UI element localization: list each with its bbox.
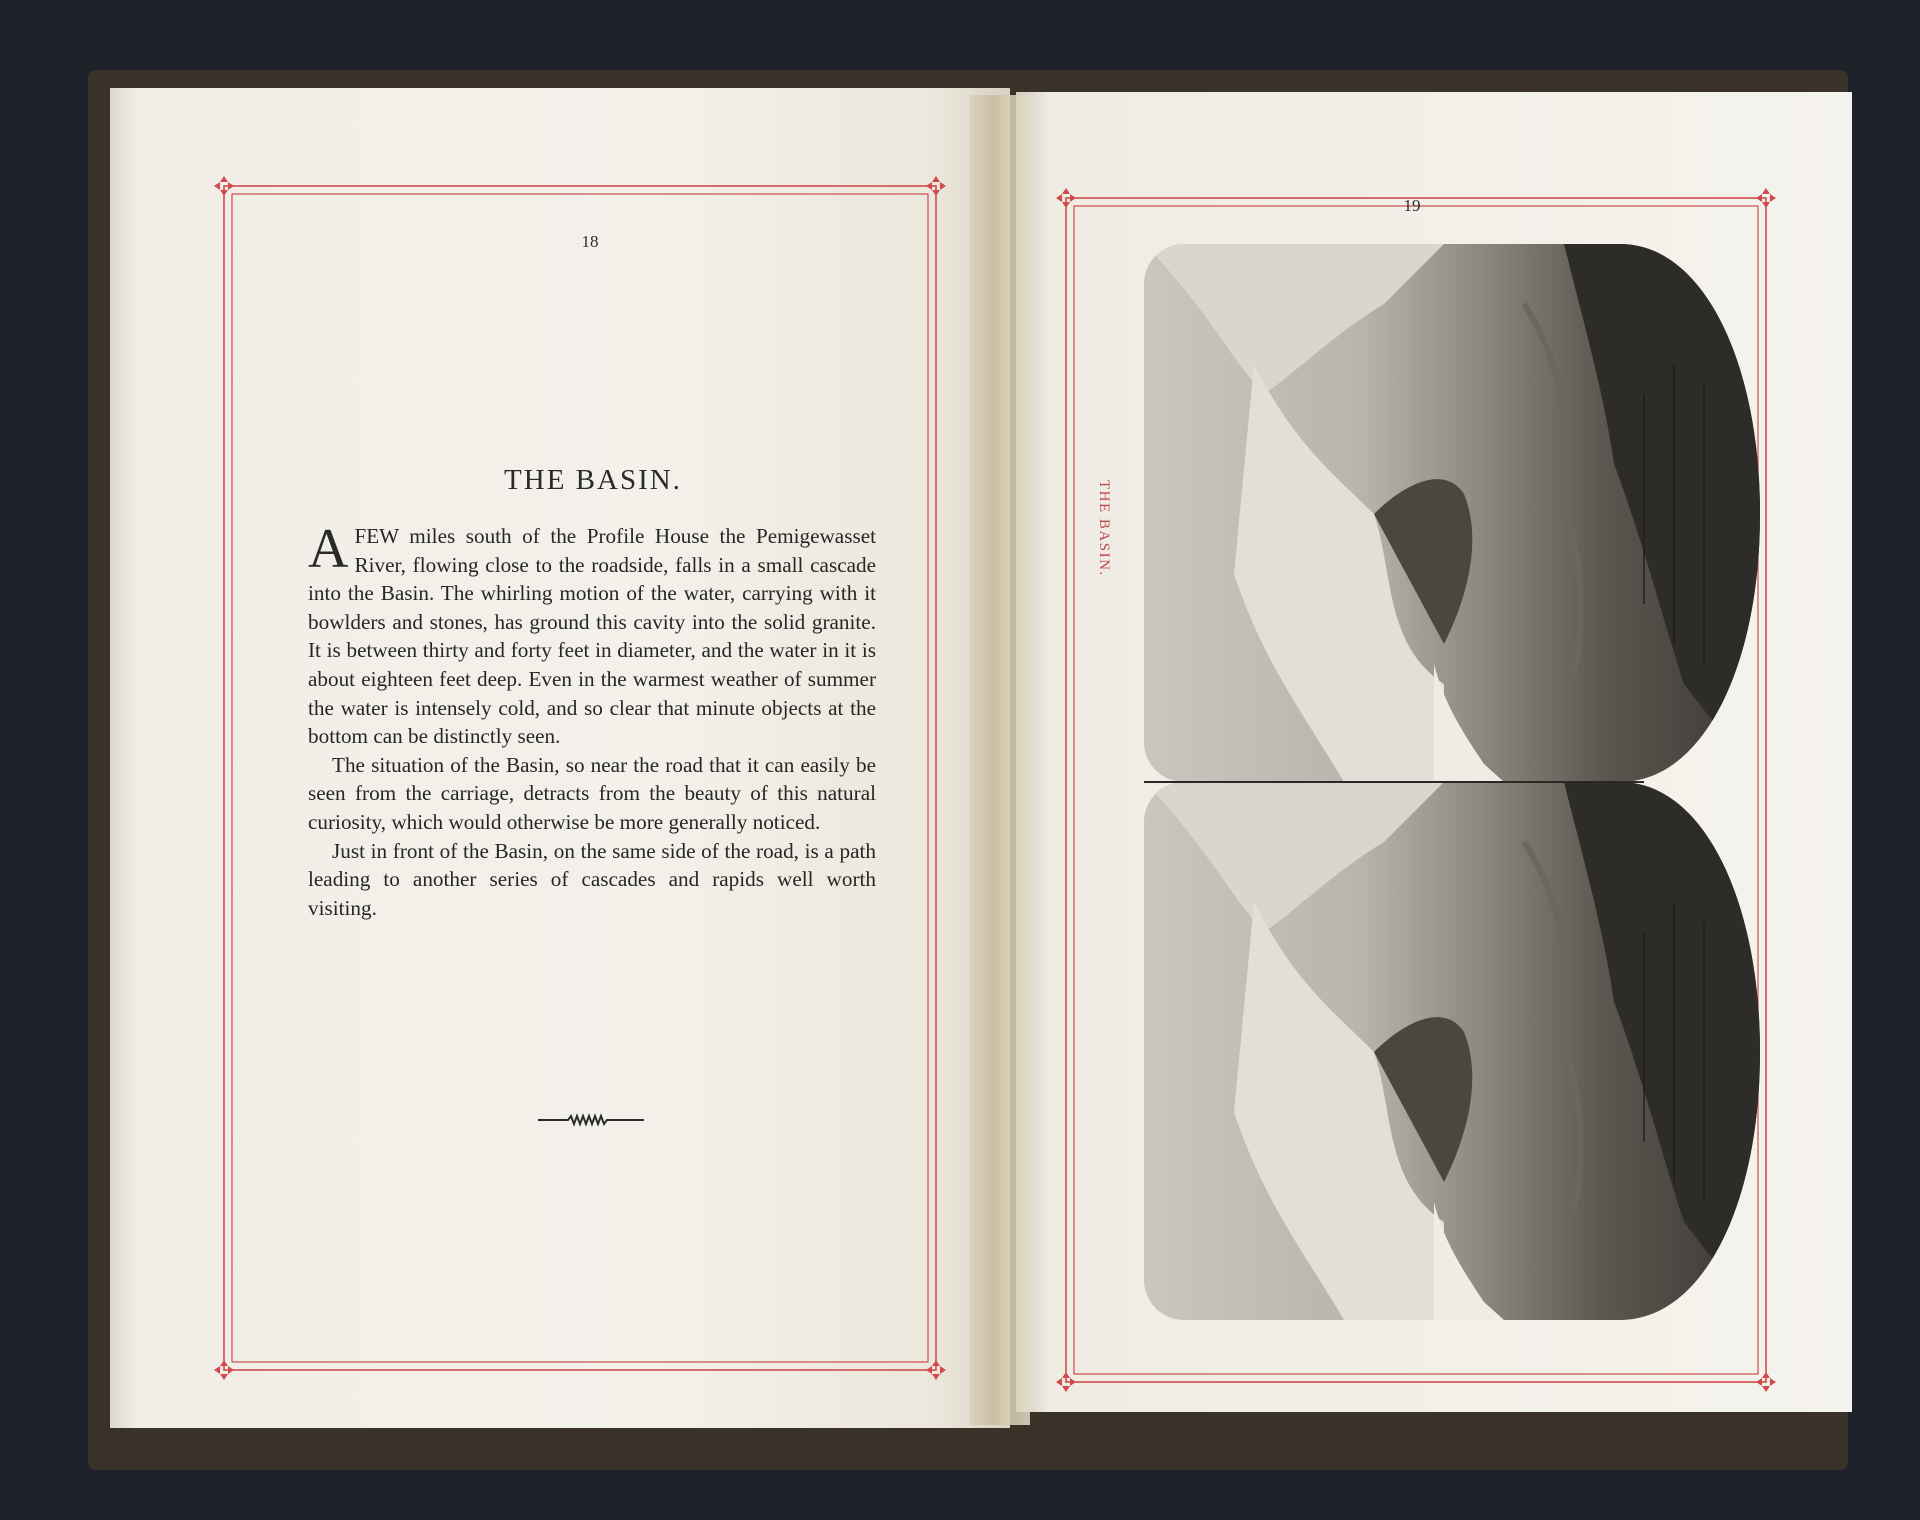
drop-cap: A (308, 518, 349, 580)
plate-caption: THE BASIN. (1096, 480, 1112, 577)
paragraph-3: Just in front of the Basin, on the same side of the road, is a path leading to another series of cascades and rapids well worth visiting. (308, 838, 876, 920)
book-gutter (970, 95, 1030, 1425)
decorative-divider (538, 1112, 644, 1128)
page-number-right: 19 (1403, 196, 1421, 215)
paragraph-2: The situation of the Basin, so near the road that it can easily be seen from the carriage, detracts from the beauty of this natural curiosity, which would otherwise be more generally noticed. (308, 752, 876, 834)
stereo-half-bottom (1144, 782, 1760, 1320)
page-number-left: 18 (581, 232, 599, 251)
paragraph-1-text: FEW miles south of the Profile House the Pemigewasset River, flowing close to the roadside, falls in a small cascade into the Basin. The whirling motion of the water, carrying with it bowlders and stones, has ground this cavity into the solid granite. It is between thirty and forty feet in diameter, and the water in it is about eighteen feet deep. Even in the warmest weather of summer the water is intensely cold, and so clear that minute objects at the bottom can be distinctly seen. (308, 524, 876, 749)
stereo-half-top (1144, 244, 1760, 782)
chapter-body (308, 518, 876, 922)
stereograph-photo (1144, 244, 1760, 1320)
paragraph-1 (308, 518, 876, 751)
chapter-title: THE BASIN. (504, 464, 682, 496)
